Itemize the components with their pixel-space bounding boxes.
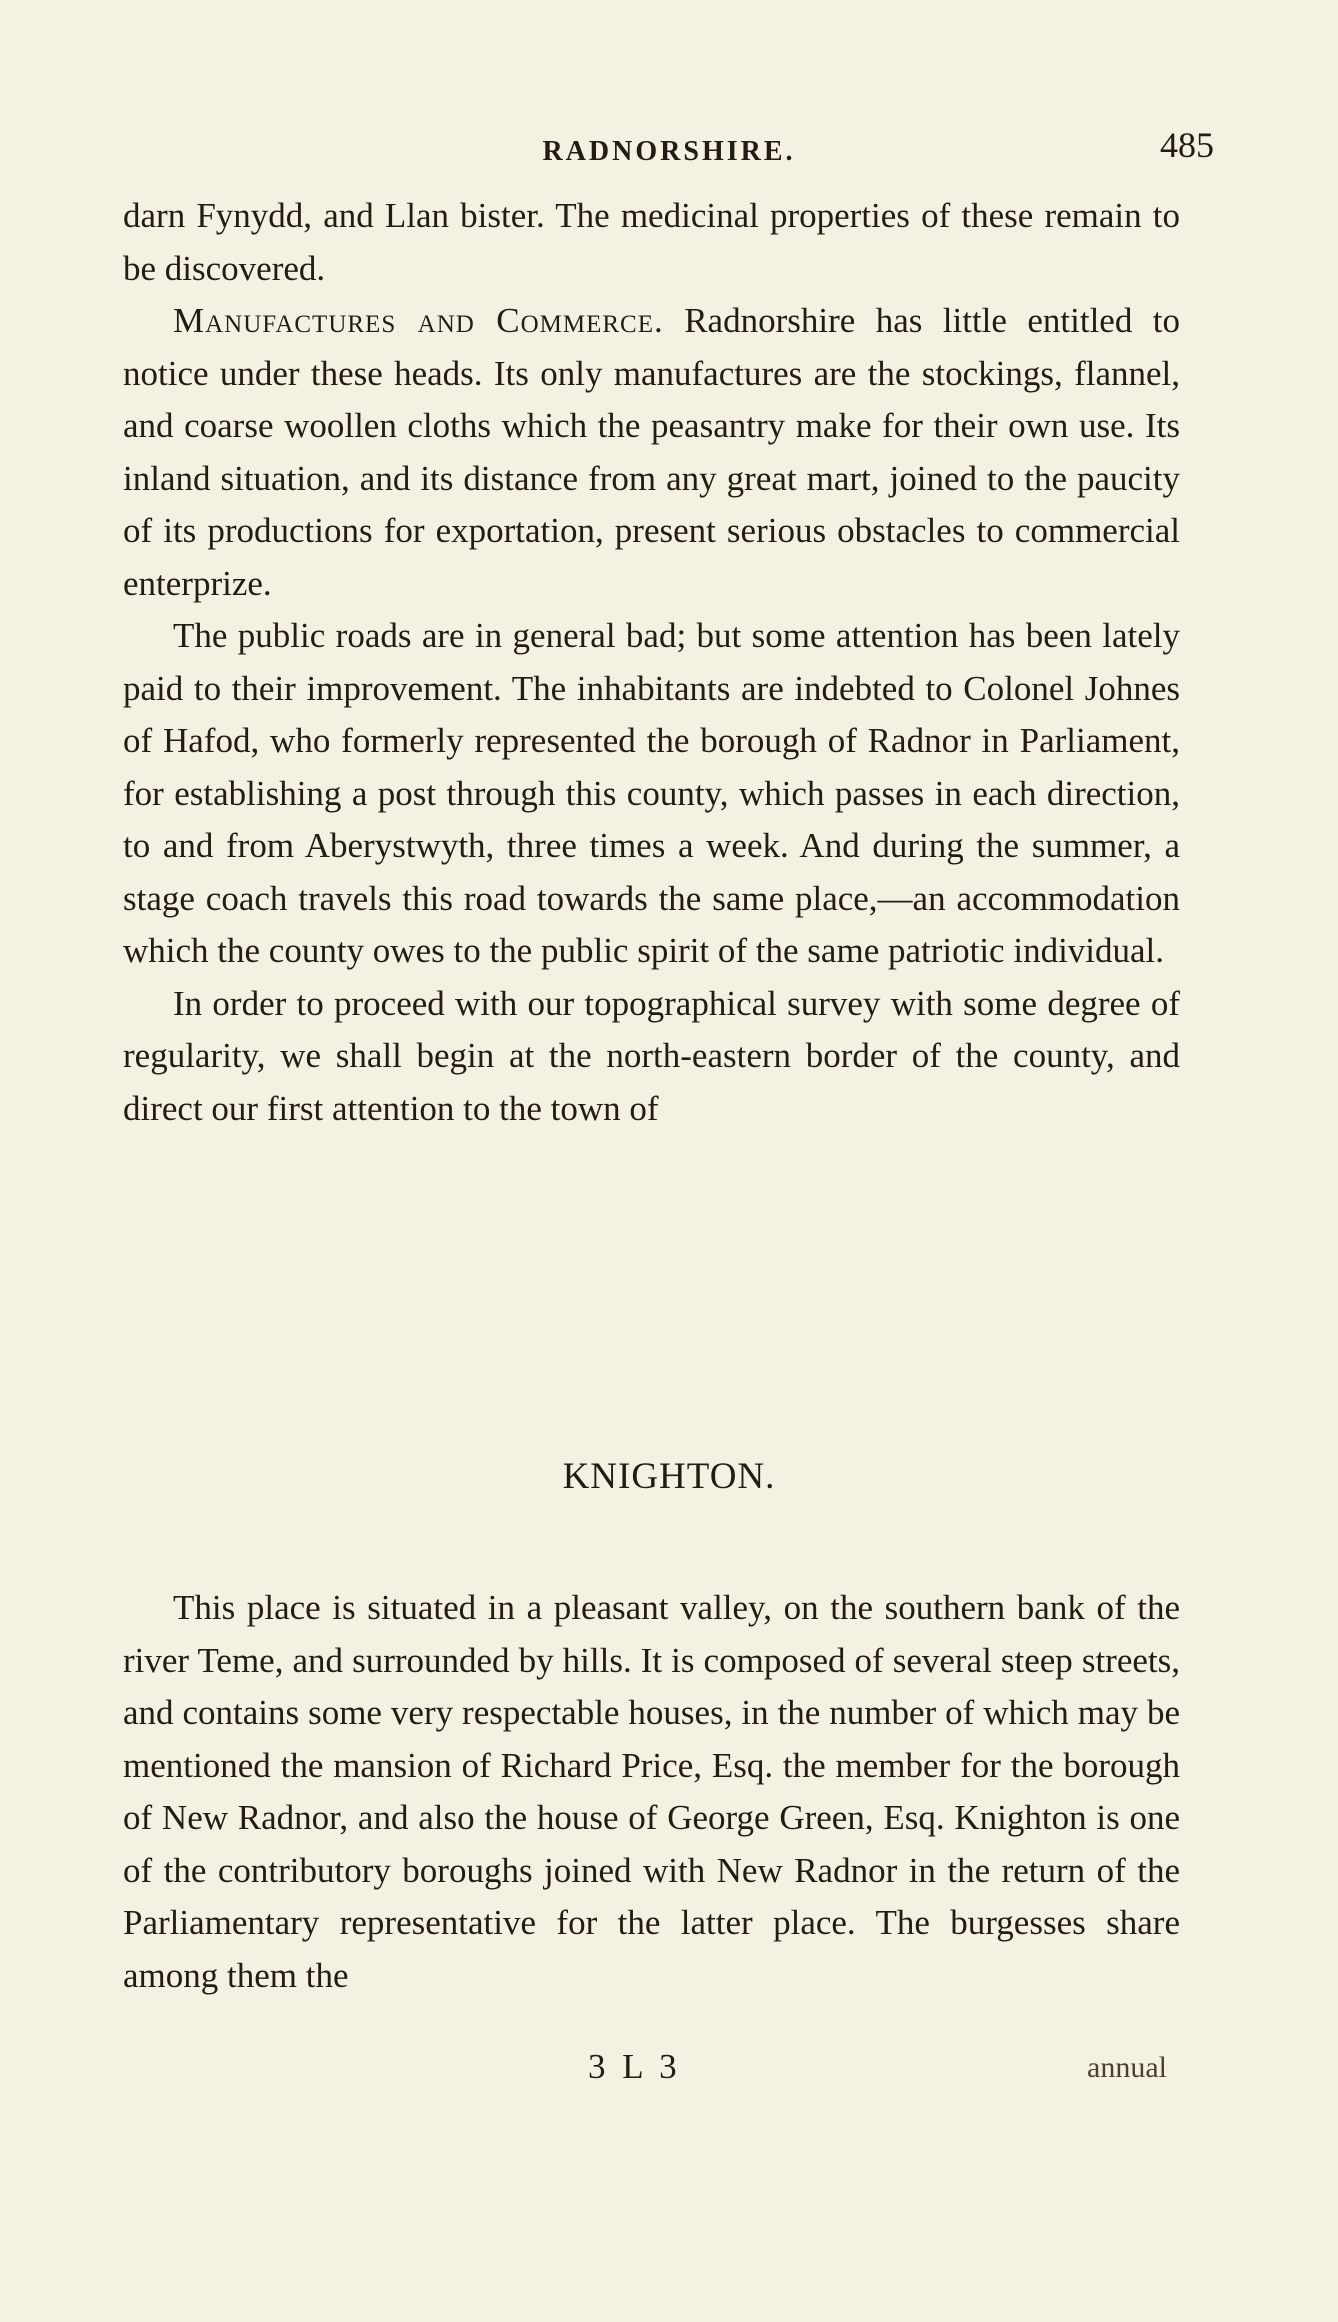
running-title: RADNORSHIRE. [542,136,796,167]
paragraph-knighton: This place is situated in a pleasant valley, on the southern bank of the river Teme, and surrounded by hills. It is composed of several steep streets, and contains some very respectable houses, in the number of which may be mentioned the mansion of Richard Price, Esq. the member for the borough of New Radnor, and also the house of George Green, Esq. Knighton is one of the contributory boroughs joined with New Radnor in the return of the Parliamentary representative for the latter place. The burgesses share among them the [123,1588,1180,1995]
page-number: 485 [1160,125,1214,165]
paragraph-manufactures-body: Radnorshire has little entitled to notice under these heads. Its only manufactures are the stockings, flannel, and coarse woollen cloths which the peasantry make for their own use. Its inland situation, and its distance from any great mart, joined to the paucity of its productions for exportation, present serious obstacles to commercial enterprize. [123,301,1180,603]
catchword: annual [1087,2051,1167,2084]
text-block-main [123,190,1180,1135]
section-heading-manufactures: Manufactures and Commerce. [173,301,664,340]
signature-mark: 3 L 3 [588,2047,681,2086]
section-heading-knighton: KNIGHTON. [562,1456,776,1497]
paragraph-manufactures [123,295,1180,610]
paragraph-survey-intro: In order to proceed with our topographical survey with some degree of regularity, we shall begin at the north-eastern border of the county, and direct our first attention to the town of [123,983,1180,1128]
paragraph-medicinal: darn Fynydd, and Llan bister. The medicinal properties of these remain to be discovered. [123,196,1180,288]
text-block-knighton [123,1582,1180,2002]
paragraph-public-roads: The public roads are in general bad; but some attention has been lately paid to their improvement. The inhabitants are indebted to Colonel Johnes of Hafod, who formerly represented the borough of Radnor in Parliament, for establishing a post through this county, which passes in each direction, to and from Aberystwyth, three times a week. And during the summer, a stage coach travels this road towards the same place,—an accommodation which the county owes to the public spirit of the same patriotic individual. [123,616,1180,970]
